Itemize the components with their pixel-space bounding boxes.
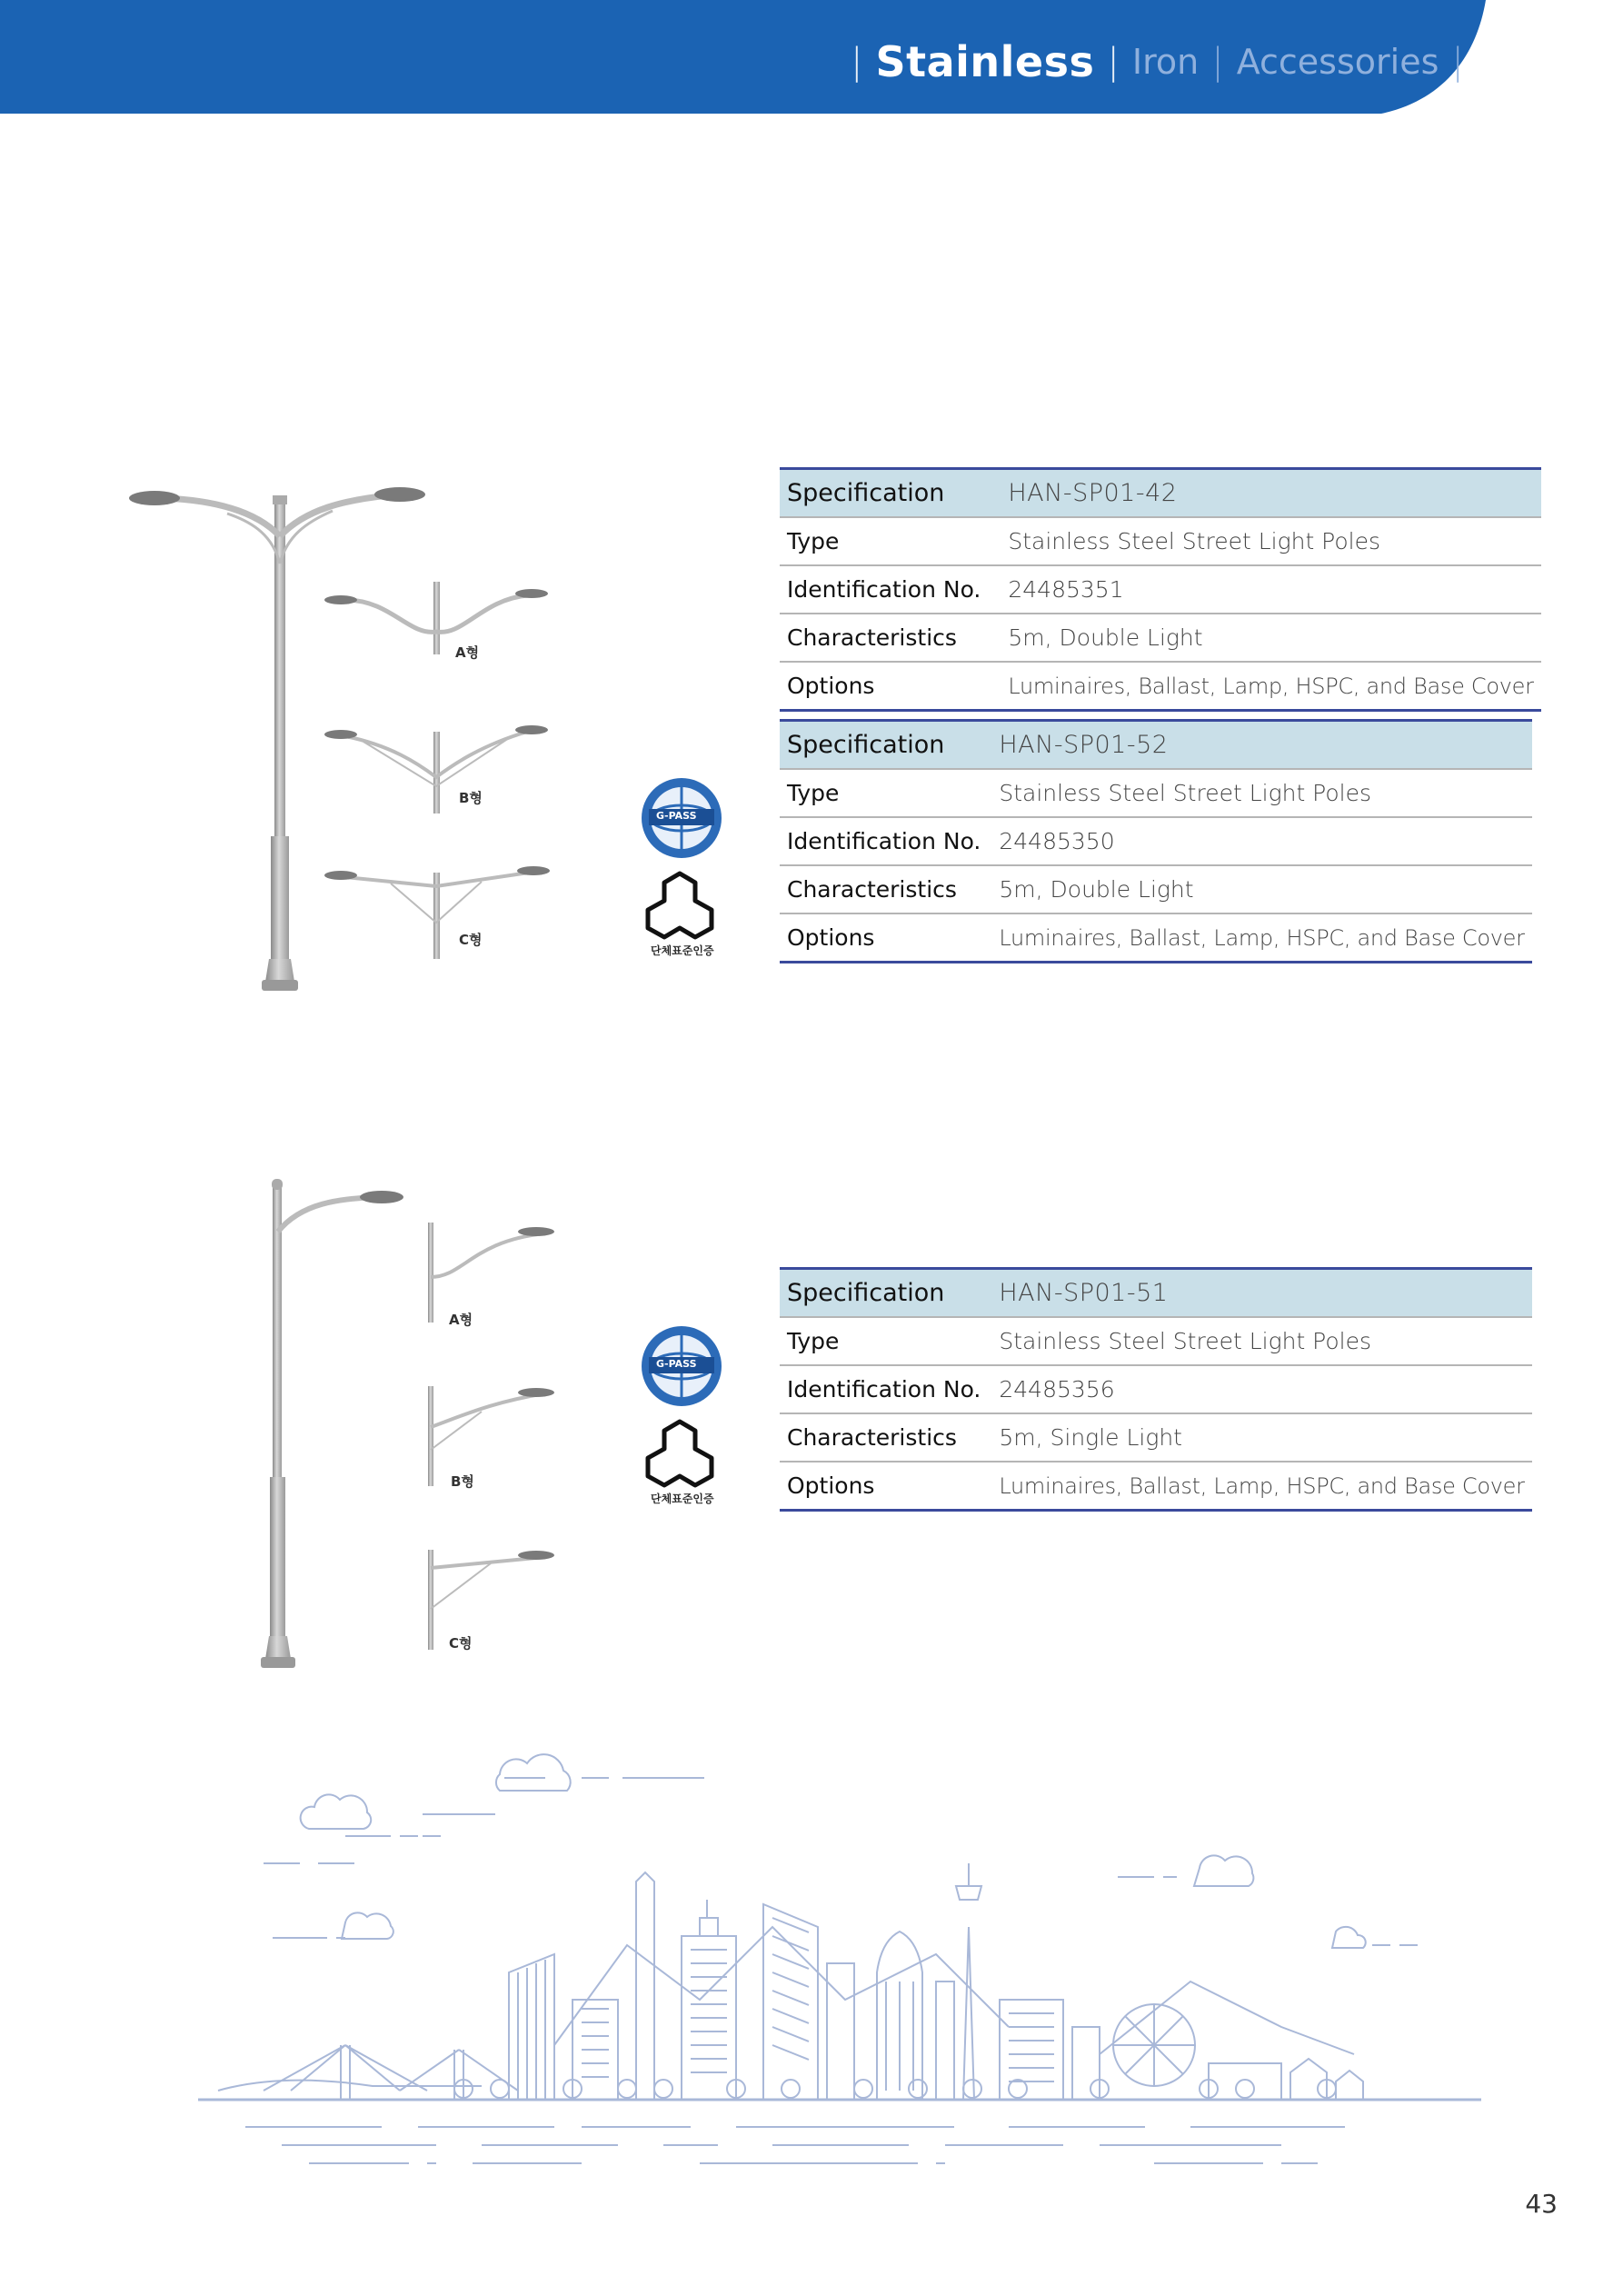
page-number: 43 xyxy=(1525,2189,1558,2219)
row-label: Options xyxy=(780,1462,988,1511)
variant-label-b: B형 xyxy=(459,790,483,806)
variant-label-c: C형 xyxy=(449,1635,473,1652)
variant-label-a: A형 xyxy=(455,644,480,661)
spec-value: HAN-SP01-42 xyxy=(988,469,1540,518)
nav-item-iron[interactable]: Iron xyxy=(1131,42,1200,82)
section-nav xyxy=(838,35,1477,89)
spec-label: Specification xyxy=(780,1269,988,1318)
row-value: Stainless Steel Street Light Poles xyxy=(988,517,1540,565)
row-label: Characteristics xyxy=(780,865,988,913)
row-value: 5m, Double Light xyxy=(988,614,1540,662)
spec-value: HAN-SP01-52 xyxy=(988,721,1531,770)
double-light-pole-image xyxy=(118,473,591,1000)
variant-label-c: C형 xyxy=(459,932,483,948)
spec-label: Specification xyxy=(780,721,988,770)
row-value: 24485356 xyxy=(988,1365,1531,1413)
spec-table-han-sp01-42 xyxy=(780,467,1541,712)
cityscape-illustration xyxy=(191,1727,1490,2181)
nav-divider: | xyxy=(1451,41,1464,83)
spec-table-han-sp01-52 xyxy=(780,719,1532,963)
row-value: 5m, Single Light xyxy=(988,1413,1531,1462)
row-value: 5m, Double Light xyxy=(988,865,1531,913)
row-value: Luminaires, Ballast, Lamp, HSPC, and Base Cover xyxy=(988,1462,1531,1511)
row-value: 24485351 xyxy=(988,565,1540,614)
variant-label-b: B형 xyxy=(451,1473,474,1490)
row-label: Options xyxy=(780,913,988,963)
row-value: Luminaires, Ballast, Lamp, HSPC, and Base Cover xyxy=(988,662,1540,711)
row-value: Stainless Steel Street Light Poles xyxy=(988,1317,1531,1365)
nav-divider: | xyxy=(1211,41,1224,83)
row-label: Type xyxy=(780,517,988,565)
spec-label: Specification xyxy=(780,469,988,518)
variant-label-a: A형 xyxy=(449,1312,473,1328)
gpass-text: G-PASS xyxy=(656,810,697,822)
row-label: Type xyxy=(780,769,988,817)
row-label: Identification No. xyxy=(780,817,988,865)
spec-table-han-sp01-51 xyxy=(780,1267,1532,1512)
row-label: Identification No. xyxy=(780,565,988,614)
row-value: 24485350 xyxy=(988,817,1531,865)
nav-item-accessories[interactable]: Accessories xyxy=(1236,42,1439,82)
group-standard-logo xyxy=(641,1418,719,1491)
nav-divider: | xyxy=(1107,41,1120,83)
single-light-pole-image xyxy=(245,1177,573,1686)
row-label: Options xyxy=(780,662,988,711)
gpass-text: G-PASS xyxy=(656,1358,697,1370)
group-standard-text: 단체표준인증 xyxy=(651,944,714,957)
group-standard-logo xyxy=(641,870,719,943)
row-value: Stainless Steel Street Light Poles xyxy=(988,769,1531,817)
row-label: Characteristics xyxy=(780,1413,988,1462)
row-label: Type xyxy=(780,1317,988,1365)
row-value: Luminaires, Ballast, Lamp, HSPC, and Base Cover xyxy=(988,913,1531,963)
spec-value: HAN-SP01-51 xyxy=(988,1269,1531,1318)
nav-divider: | xyxy=(851,41,863,83)
group-standard-text: 단체표준인증 xyxy=(651,1492,714,1505)
nav-item-stainless[interactable]: Stainless xyxy=(875,37,1095,86)
row-label: Characteristics xyxy=(780,614,988,662)
row-label: Identification No. xyxy=(780,1365,988,1413)
